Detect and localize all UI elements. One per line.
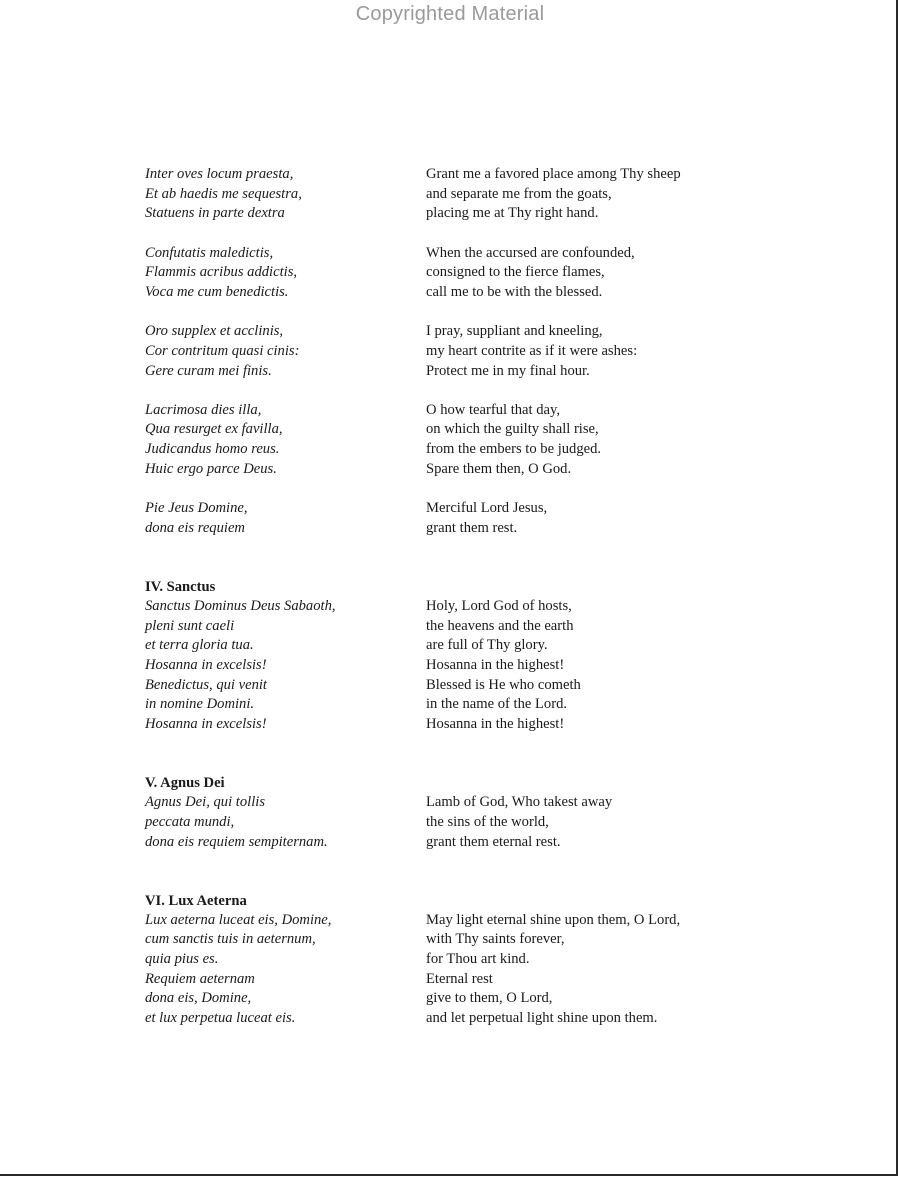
verse-line bbox=[145, 930, 765, 950]
english-translation: in the name of the Lord. bbox=[426, 696, 568, 713]
english-translation: Spare them then, O God. bbox=[426, 460, 572, 477]
latin-text: cum sanctis tuis in aeternum, bbox=[145, 931, 316, 948]
english-translation: grant them eternal rest. bbox=[426, 833, 561, 850]
verse-line bbox=[145, 1009, 765, 1029]
verse-line bbox=[145, 499, 765, 519]
english-translation: call me to be with the blessed. bbox=[426, 283, 603, 300]
verse-line bbox=[145, 617, 765, 637]
verse-line bbox=[145, 322, 765, 342]
latin-text: in nomine Domini. bbox=[145, 696, 255, 713]
latin-text: Hosanna in excelsis! bbox=[145, 715, 267, 732]
english-translation: Blessed is He who cometh bbox=[426, 676, 581, 693]
latin-text: Voca me cum benedictis. bbox=[145, 283, 289, 300]
latin-text: Judicandus homo reus. bbox=[145, 441, 280, 458]
english-translation: Grant me a favored place among Thy sheep bbox=[426, 166, 681, 182]
english-translation: the heavens and the earth bbox=[426, 617, 574, 634]
verse-line bbox=[145, 813, 765, 833]
english-translation: May light eternal shine upon them, O Lord, bbox=[426, 911, 681, 928]
english-translation: from the embers to be judged. bbox=[426, 441, 602, 458]
verse-line bbox=[145, 656, 765, 676]
copyright-watermark: Copyrighted Material bbox=[355, 3, 545, 25]
section-gap bbox=[145, 735, 765, 774]
verse-line bbox=[145, 244, 765, 264]
latin-text: Et ab haedis me sequestra, bbox=[145, 185, 302, 202]
english-translation: Eternal rest bbox=[426, 970, 493, 987]
latin-text: Flammis acribus addictis, bbox=[145, 264, 298, 281]
english-translation: are full of Thy glory. bbox=[426, 637, 548, 654]
verse-line bbox=[145, 401, 765, 421]
latin-text: Confutatis maledictis, bbox=[145, 244, 274, 261]
lyrics-translation-body bbox=[145, 165, 765, 1029]
latin-text: et terra gloria tua. bbox=[145, 637, 254, 654]
english-translation: my heart contrite as if it were ashes: bbox=[426, 342, 638, 359]
latin-text: Qua resurget ex favilla, bbox=[145, 421, 283, 438]
latin-text: Hosanna in excelsis! bbox=[145, 656, 267, 673]
verse-line bbox=[145, 362, 765, 382]
latin-text: Benedictus, qui venit bbox=[145, 676, 267, 693]
verse-line bbox=[145, 911, 765, 931]
latin-text: Requiem aeternam bbox=[145, 970, 255, 987]
stanza-gap bbox=[145, 224, 765, 244]
verse-line bbox=[145, 793, 765, 813]
verse-line bbox=[145, 204, 765, 224]
verse-line bbox=[145, 676, 765, 696]
verse-line bbox=[145, 989, 765, 1009]
english-translation: and separate me from the goats, bbox=[426, 185, 612, 202]
latin-text: quia pius es. bbox=[145, 951, 219, 968]
stanza-gap bbox=[145, 479, 765, 499]
verse-line bbox=[145, 165, 765, 185]
section-gap bbox=[145, 538, 765, 577]
verse-line bbox=[145, 263, 765, 283]
english-translation: Protect me in my final hour. bbox=[426, 362, 590, 379]
english-translation: with Thy saints forever, bbox=[426, 931, 565, 948]
english-translation: Lamb of God, Who takest away bbox=[426, 794, 613, 811]
english-translation: Hosanna in the highest! bbox=[426, 715, 565, 732]
latin-text: Lacrimosa dies illa, bbox=[145, 401, 262, 418]
section-heading: V. Agnus Dei bbox=[145, 775, 225, 792]
latin-text: Pie Jeus Domine, bbox=[145, 499, 248, 516]
latin-text: dona eis requiem sempiternam. bbox=[145, 833, 328, 850]
english-translation: for Thou art kind. bbox=[426, 951, 530, 968]
latin-text: Huic ergo parce Deus. bbox=[145, 460, 277, 477]
verse-line bbox=[145, 636, 765, 656]
english-translation: Hosanna in the highest! bbox=[426, 656, 565, 673]
verse-line bbox=[145, 460, 765, 480]
verse-line bbox=[145, 342, 765, 362]
latin-text: Lux aeterna luceat eis, Domine, bbox=[145, 911, 332, 928]
verse-line bbox=[145, 283, 765, 303]
english-translation: O how tearful that day, bbox=[426, 401, 561, 418]
english-translation: give to them, O Lord, bbox=[426, 990, 553, 1007]
verse-line bbox=[145, 420, 765, 440]
verse-line bbox=[145, 970, 765, 990]
section-gap bbox=[145, 852, 765, 891]
latin-text: Gere curam mei finis. bbox=[145, 362, 272, 379]
english-translation: Holy, Lord God of hosts, bbox=[426, 597, 572, 614]
english-translation: the sins of the world, bbox=[426, 813, 549, 830]
english-translation: on which the guilty shall rise, bbox=[426, 421, 599, 438]
verse-line bbox=[145, 185, 765, 205]
verse-line bbox=[145, 833, 765, 853]
latin-text: dona eis, Domine, bbox=[145, 990, 252, 1007]
verse-line bbox=[145, 695, 765, 715]
verse-line bbox=[145, 950, 765, 970]
latin-text: pleni sunt caeli bbox=[145, 617, 235, 634]
english-translation: and let perpetual light shine upon them. bbox=[426, 1010, 658, 1027]
english-translation: consigned to the fierce flames, bbox=[426, 264, 605, 281]
latin-text: dona eis requiem bbox=[145, 519, 245, 536]
stanza-gap bbox=[145, 381, 765, 401]
section-heading: IV. Sanctus bbox=[145, 578, 216, 595]
latin-text: peccata mundi, bbox=[145, 813, 235, 830]
english-translation: grant them rest. bbox=[426, 519, 518, 536]
english-translation: I pray, suppliant and kneeling, bbox=[426, 323, 603, 340]
latin-text: Sanctus Dominus Deus Sabaoth, bbox=[145, 597, 336, 614]
stanza-gap bbox=[145, 303, 765, 323]
english-translation: Merciful Lord Jesus, bbox=[426, 499, 548, 516]
latin-text: Agnus Dei, qui tollis bbox=[145, 794, 265, 811]
english-translation: When the accursed are confounded, bbox=[426, 244, 635, 261]
latin-text: et lux perpetua luceat eis. bbox=[145, 1010, 296, 1027]
verse-line bbox=[145, 715, 765, 735]
english-translation: placing me at Thy right hand. bbox=[426, 205, 599, 222]
latin-text: Inter oves locum praesta, bbox=[145, 166, 294, 182]
section-heading: VI. Lux Aeterna bbox=[145, 892, 247, 909]
verse-line bbox=[145, 597, 765, 617]
latin-text: Cor contritum quasi cinis: bbox=[145, 342, 300, 359]
verse-line bbox=[145, 440, 765, 460]
latin-text: Oro supplex et acclinis, bbox=[145, 323, 284, 340]
verse-line bbox=[145, 519, 765, 539]
latin-text: Statuens in parte dextra bbox=[145, 205, 285, 222]
